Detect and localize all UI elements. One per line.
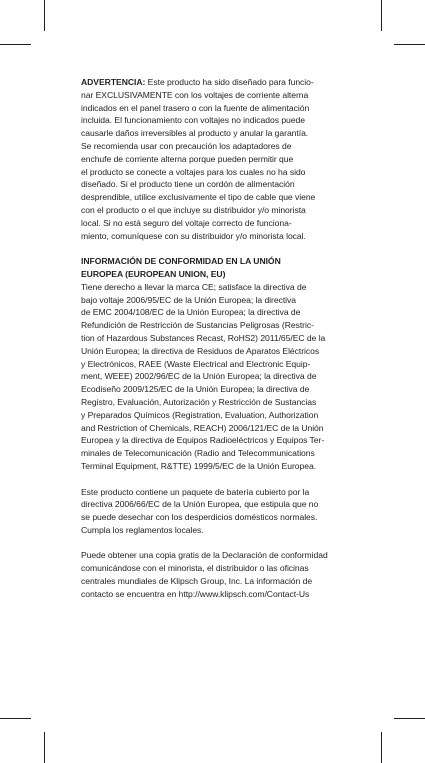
crop-mark-top-left-vertical: [44, 0, 45, 31]
conformity-paragraph: Tiene derecho a llevar la marca CE; satisface la directiva de bajo voltaje 2006/95/EC de la Unión Europea; la directiva de EMC 2004/108/EC de la Unión Europea; la directiva de Refundición de Restricción de Sustancias Peligrosas (Restric- tion of Hazardous Substances Recast, RoHS2) 2011/65/EC de la Unión Europea; la directiva de Residuos de Aparatos Eléctricos y Electrónicos, RAEE (Waste Electrical and Electronic Equip- ment, WEEE) 2002/96/EC de la Unión Europea; la directiva de Ecodiseño 2009/125/EC de la Unión Europea; la directiva de Registro, Evaluación, Autorización y Restricción de Sustancias y Preparados Químicos (Registration, Evaluation, Authorization and Restriction of Chemicals, REACH) 2006/121/EC de la Unión Europea y la directiva de Equipos Radioeléctricos y Equipos Ter- minales de Telecomunicación (Radio and Telecommunications Terminal Equipment, R&TTE) 1999/5/EC de la Unión Europea.: [81, 281, 326, 471]
battery-paragraph: Este producto contiene un paquete de batería cubierto por la directiva 2006/66/EC de la Unión Europea, que estipula que no se puede desechar con los desperdicios domésticos normales. Cumpla los reglamentos locales.: [81, 486, 319, 535]
crop-mark-bottom-right-vertical: [381, 732, 382, 763]
crop-mark-top-left-horizontal: [0, 44, 31, 45]
warning-paragraph: [81, 76, 351, 242]
crop-mark-top-right-vertical: [381, 0, 382, 31]
declaration-paragraph: Puede obtener una copia gratis de la Declaración de conformidad comunicándose con el minorista, el distribuidor o las oficinas centrales mundiales de Klipsch Group, Inc. La información de contacto se encuentra en http://www.klipsch.com/Contact-Us: [81, 550, 328, 599]
crop-mark-bottom-right-horizontal: [394, 718, 425, 719]
warning-label: ADVERTENCIA:: [81, 77, 146, 87]
conformity-heading: INFORMACIÓN DE CONFORMIDAD EN LA UNIÓN EUROPEA (EUROPEAN UNION, EU): [81, 256, 281, 279]
crop-mark-bottom-left-horizontal: [0, 718, 31, 719]
warning-text: Este producto ha sido diseñado para funcio- nar EXCLUSIVAMENTE con los voltajes de corriente alterna indicados en el panel trasero o con la fuente de alimentación incluida. El funcionamiento con voltajes no indicados puede causarle daños irreversibles al producto y anular la garantía. Se recomienda usar con precaución los adaptadores de enchufe de corriente alterna porque pueden permitir que el producto se conecte a voltajes para los cuales no ha sido diseñado. Si el producto tiene un cordón de alimentación desprendible, utilice exclusivamente el tipo de cable que viene con el producto o el que incluye su distribuidor y/o minorista local. Si no está seguro del voltaje correcto de funciona- miento, comuníquese con su distribuidor y/o minorista local.: [81, 77, 316, 241]
document-body: [81, 76, 351, 613]
crop-mark-top-right-horizontal: [394, 44, 425, 45]
crop-mark-bottom-left-vertical: [44, 732, 45, 763]
